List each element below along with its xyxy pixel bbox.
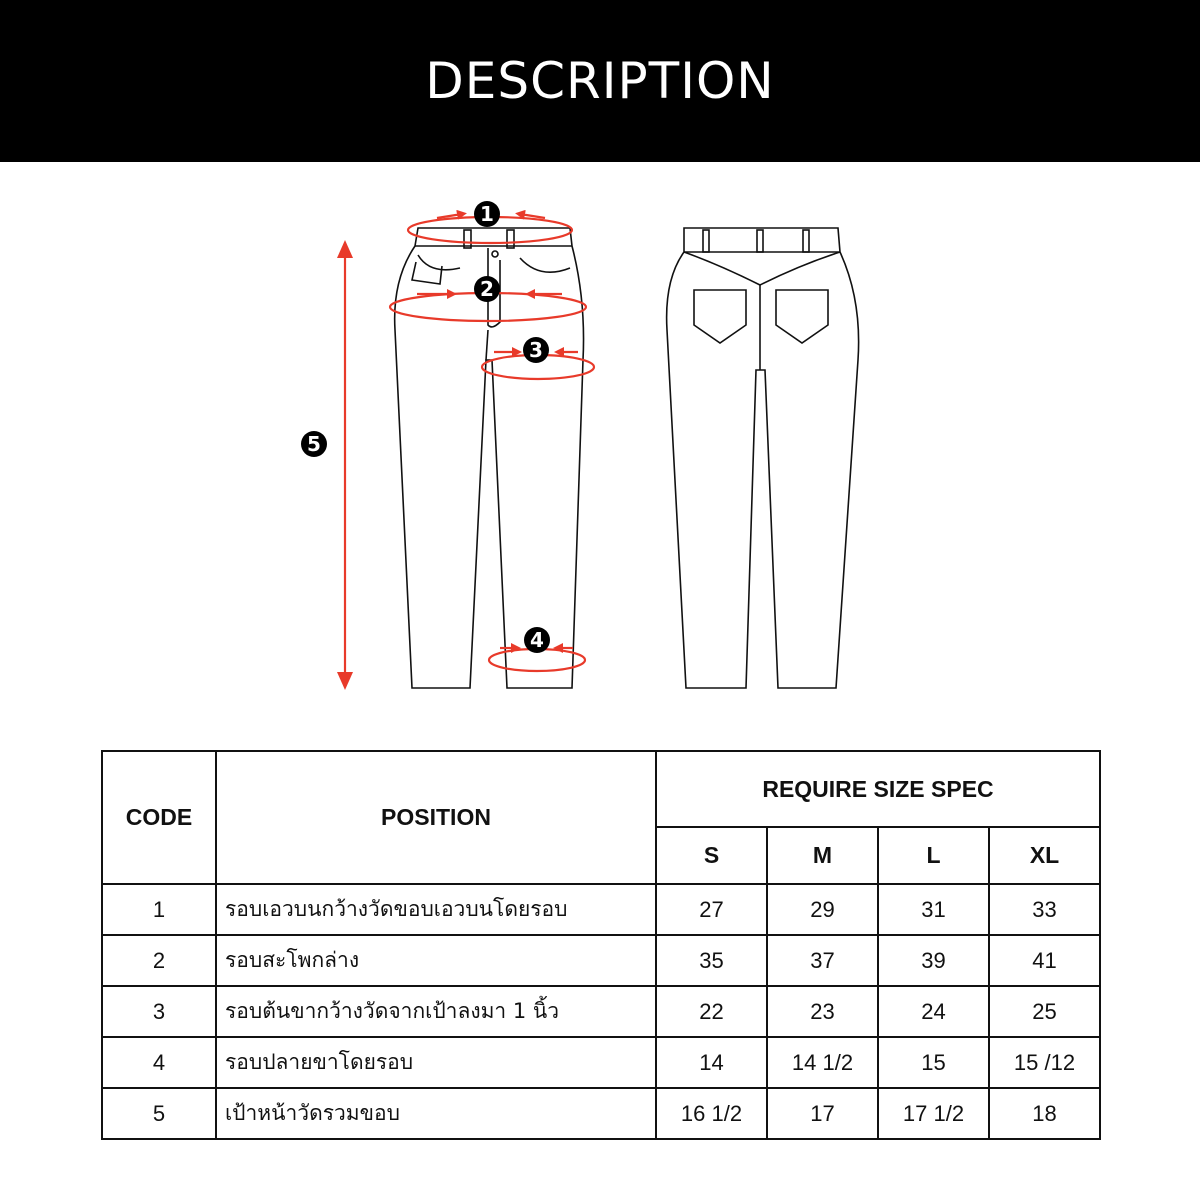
row-value-s: 16 1/2 [656,1088,767,1139]
marker-badge-3 [523,337,549,363]
row-value-l: 39 [878,935,989,986]
row-value-s: 27 [656,884,767,935]
pants-diagram [0,175,1200,715]
row-value-m: 23 [767,986,878,1037]
table-row [102,884,1100,935]
row-code: 1 [102,884,216,935]
row-position: รอบสะโพกล่าง [216,935,656,986]
row-value-xl: 18 [989,1088,1100,1139]
row-value-s: 14 [656,1037,767,1088]
row-value-l: 31 [878,884,989,935]
size-header-l: L [878,827,989,884]
row-position: รอบเอวบนกว้างวัดขอบเอวบนโดยรอบ [216,884,656,935]
size-header-xl: XL [989,827,1100,884]
row-code: 4 [102,1037,216,1088]
table-row [102,1037,1100,1088]
table-row [102,1088,1100,1139]
row-value-m: 14 1/2 [767,1037,878,1088]
row-value-l: 15 [878,1037,989,1088]
row-position: รอบต้นขากว้างวัดจากเป้าลงมา 1 นิ้ว [216,986,656,1037]
row-code: 5 [102,1088,216,1139]
row-value-xl: 33 [989,884,1100,935]
size-header-s: S [656,827,767,884]
table-row [102,935,1100,986]
marker-badge-5 [301,431,327,457]
row-value-s: 35 [656,935,767,986]
svg-text:5: 5 [307,432,321,456]
back-pants-outline [667,228,859,688]
row-position: เป้าหน้าวัดรวมขอบ [216,1088,656,1139]
row-value-m: 29 [767,884,878,935]
row-value-xl: 15 /12 [989,1037,1100,1088]
header-banner [0,0,1200,162]
row-value-s: 22 [656,986,767,1037]
svg-text:2: 2 [480,277,494,301]
row-value-m: 17 [767,1088,878,1139]
position-header: POSITION [216,751,656,884]
marker-badge-4 [524,627,550,653]
svg-text:1: 1 [480,202,494,226]
row-value-xl: 25 [989,986,1100,1037]
row-position: รอบปลายขาโดยรอบ [216,1037,656,1088]
row-value-m: 37 [767,935,878,986]
table-row [102,986,1100,1037]
svg-text:3: 3 [529,338,543,362]
marker-badge-1 [474,201,500,227]
row-value-l: 24 [878,986,989,1037]
row-code: 2 [102,935,216,986]
row-value-l: 17 1/2 [878,1088,989,1139]
svg-text:4: 4 [530,628,544,652]
row-value-xl: 41 [989,935,1100,986]
size-spec-table [101,750,1101,1140]
row-code: 3 [102,986,216,1037]
code-header: CODE [102,751,216,884]
page-title: DESCRIPTION [425,52,775,110]
size-spec-header: REQUIRE SIZE SPEC [656,751,1100,827]
marker-badge-2 [474,276,500,302]
size-header-m: M [767,827,878,884]
